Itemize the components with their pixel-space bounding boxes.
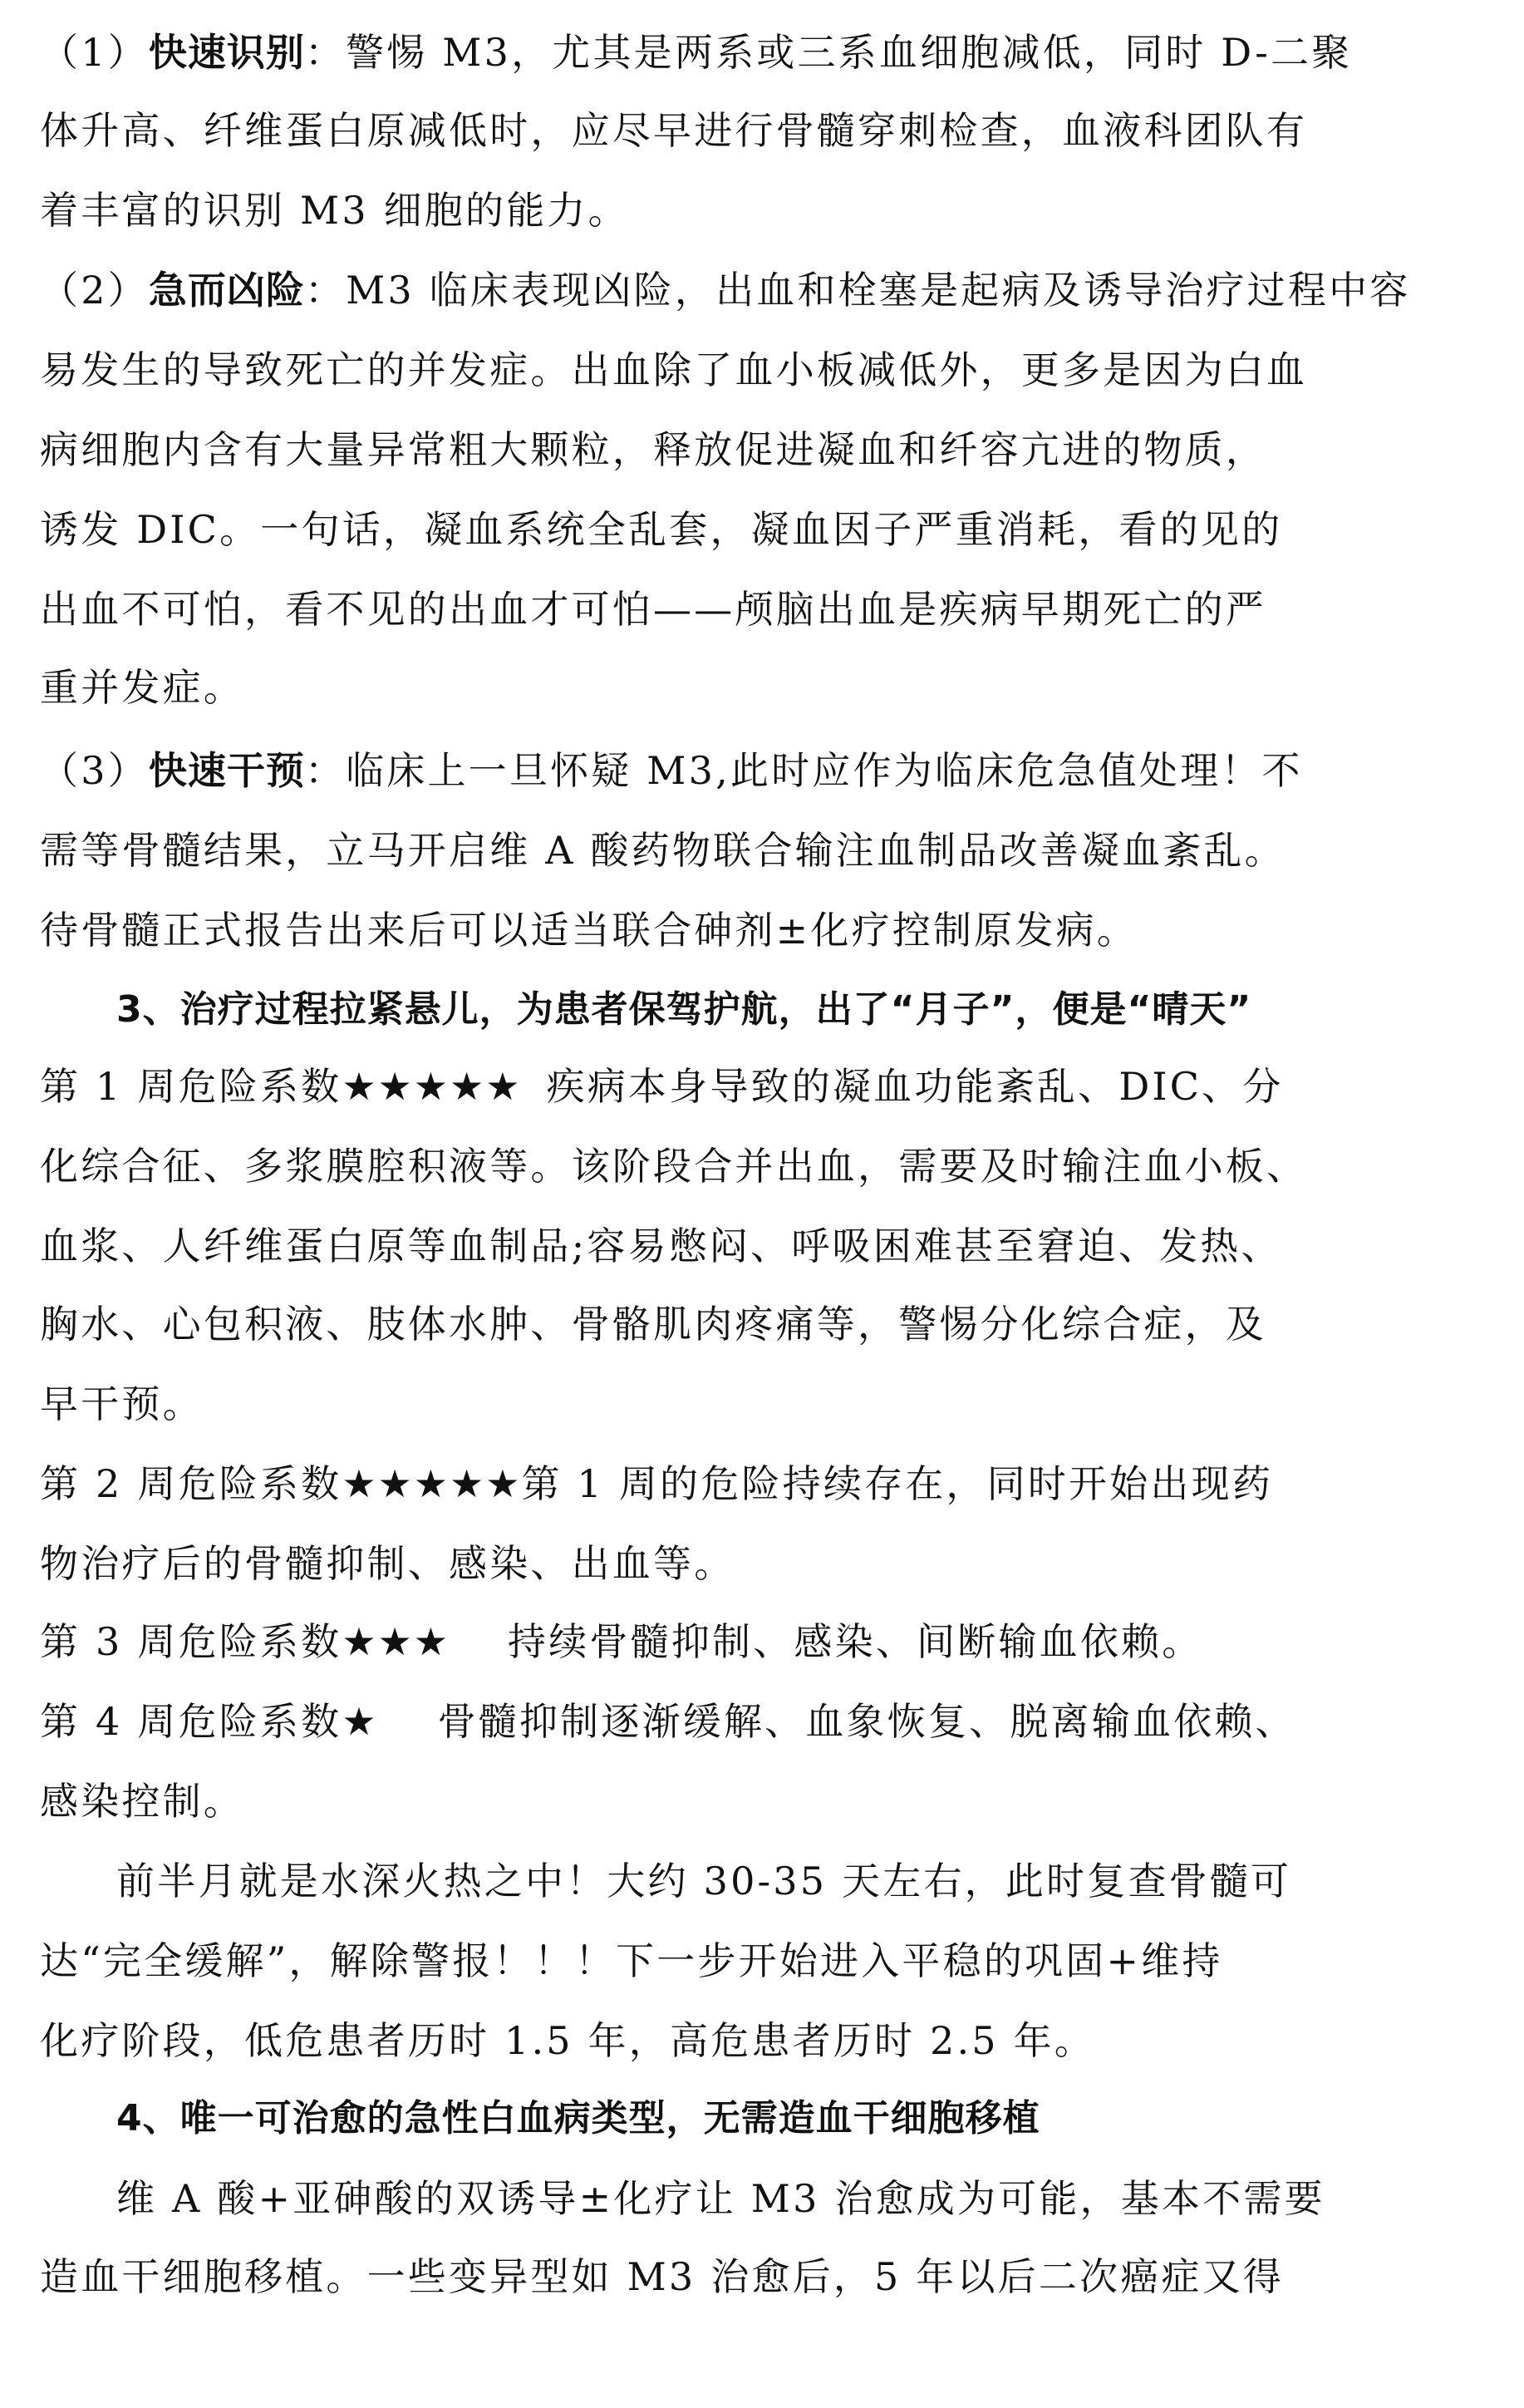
p3-line-3: 待骨髓正式报告出来后可以适当联合砷剂±化疗控制原发病。 [40, 908, 1138, 953]
item-number: （2） [40, 268, 149, 313]
week-1-line-2: 化综合征、多浆膜腔积液等。该阶段合并出血，需要及时输注血小板、 [40, 1144, 1308, 1189]
text-run: ：临床上一旦怀疑 M3,此时应作为临床危急值处理！不 [304, 748, 1303, 793]
p5-line-2: 造血干细胞移植。一些变异型如 M3 治愈后，5 年以后二次癌症又得 [40, 2254, 1285, 2299]
text-run: 疾病本身导致的凝血功能紊乱、DIC、分 [546, 1064, 1284, 1109]
risk-stars: ★★★ [342, 1619, 450, 1664]
p3-line-2: 需等骨髓结果，立马开启维 A 酸药物联合输注血制品改善凝血紊乱。 [40, 828, 1286, 873]
p2-line-2: 易发生的导致死亡的并发症。出血除了血小板减低外，更多是因为白血 [40, 347, 1308, 392]
p4-line-3: 化疗阶段，低危患者历时 1.5 年，高危患者历时 2.5 年。 [40, 2018, 1095, 2063]
risk-stars: ★★★★★ [342, 1461, 522, 1506]
week-1-line-5: 早干预。 [40, 1381, 204, 1426]
text-run: ：M3 临床表现凶险，出血和栓塞是起病及诱导治疗过程中容 [304, 268, 1411, 313]
week-1-line-1 [40, 1061, 1491, 1112]
p3-line-1 [40, 745, 1491, 796]
risk-stars: ★★★★★ [342, 1064, 522, 1109]
risk-stars: ★ [342, 1699, 378, 1744]
p1-line-1 [40, 27, 1491, 78]
p2-line-3: 病细胞内含有大量异常粗大颗粒，释放促进凝血和纤容亢进的物质， [40, 427, 1266, 472]
week-1-line-3: 血浆、人纤维蛋白原等血制品;容易憋闷、呼吸困难甚至窘迫、发热、 [40, 1224, 1282, 1268]
item-number: （1） [40, 30, 149, 75]
p1-line-2: 体升高、纤维蛋白原减低时，应尽早进行骨髓穿刺检查，血液科团队有 [40, 108, 1308, 153]
item-number: （3） [40, 748, 149, 793]
week-2-line-2: 物治疗后的骨髓抑制、感染、出血等。 [40, 1541, 735, 1586]
bold-term: 快速识别 [148, 30, 305, 75]
bold-term: 急而凶险 [148, 268, 305, 313]
p5-line-1: 维 A 酸+亚砷酸的双诱导±化疗让 M3 治愈成为可能，基本不需要 [116, 2176, 1325, 2221]
week-2-line-1 [40, 1458, 1491, 1509]
week-label: 第 1 周危险系数 [40, 1064, 342, 1109]
week-4-line-2: 感染控制。 [40, 1779, 244, 1824]
p2-line-1 [40, 264, 1491, 316]
text-run: 持续骨髓抑制、感染、间断输血依赖。 [508, 1619, 1203, 1664]
section-heading-3: 3、治疗过程拉紧悬儿，为患者保驾护航，出了“月子”，便是“晴天” [116, 988, 1252, 1031]
p1-line-3: 着丰富的识别 M3 细胞的能力。 [40, 188, 629, 233]
week-4-line-1 [40, 1696, 1491, 1747]
bold-term: 快速干预 [148, 748, 305, 793]
text-run: 骨髓抑制逐渐缓解、血象恢复、脱离输血依赖、 [437, 1699, 1296, 1744]
p2-line-6: 重并发症。 [40, 665, 244, 710]
p2-line-4: 诱发 DIC。一句话，凝血系统全乱套，凝血因子严重消耗，看的见的 [40, 507, 1283, 552]
week-label: 第 4 周危险系数 [40, 1699, 342, 1744]
text-run: 第 1 周的危险持续存在，同时开始出现药 [521, 1461, 1274, 1506]
week-label: 第 3 周危险系数 [40, 1619, 342, 1664]
p4-line-1: 前半月就是水深火热之中！大约 30-35 天左右，此时复查骨髓可 [116, 1859, 1292, 1903]
text-run: ：警惕 M3，尤其是两系或三系血细胞减低，同时 D-二聚 [304, 30, 1353, 75]
p4-line-2: 达“完全缓解”，解除警报！！！下一步开始进入平稳的巩固+维持 [40, 1938, 1223, 1983]
section-heading-4: 4、唯一可治愈的急性白血病类型，无需造血干细胞移植 [116, 2097, 1040, 2140]
week-1-line-4: 胸水、心包积液、肢体水肿、骨骼肌肉疼痛等，警惕分化综合症，及 [40, 1302, 1266, 1347]
week-3-line-1 [40, 1616, 1491, 1667]
week-label: 第 2 周危险系数 [40, 1461, 342, 1506]
p2-line-5: 出血不可怕，看不见的出血才可怕——颅脑出血是疾病早期死亡的严 [40, 587, 1266, 632]
